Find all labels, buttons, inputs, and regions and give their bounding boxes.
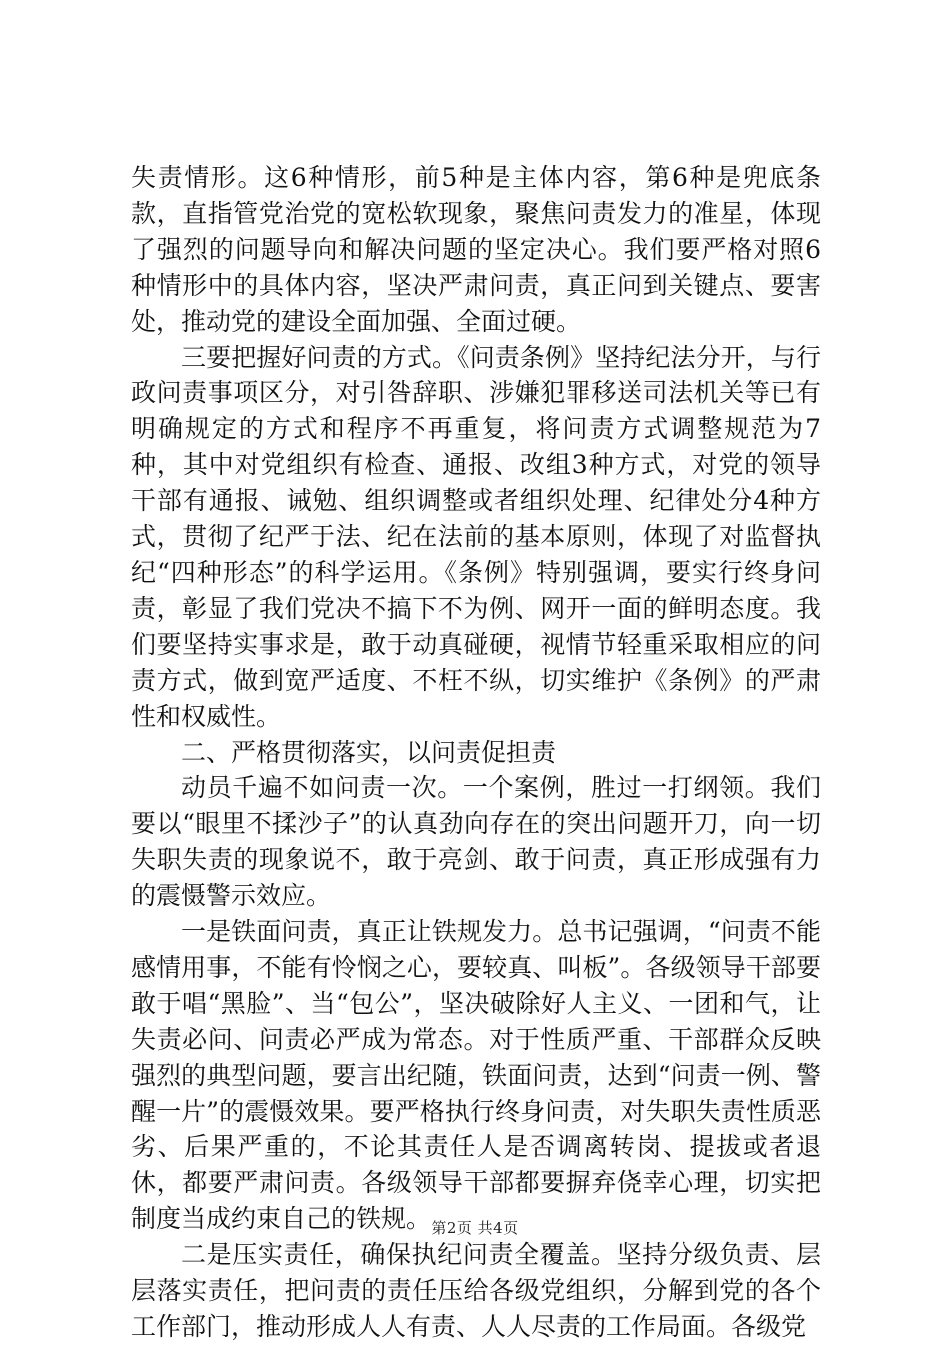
paragraph-1: 失责情形。这6种情形，前5种是主体内容，第6种是兜底条款，直指管党治党的宽松软现象，聚焦问责发力的准星，体现了强烈的问题导向和解决问题的坚定决心。我们要严格对照6种情形中的具体内容，坚决严肃问责，真正问到关键点、要害处，推动党的建设全面加强、全面过硬。 bbox=[131, 163, 821, 336]
paragraph-5: 二是压实责任，确保执纪问责全覆盖。坚持分级负责、层层落实责任，把问责的责任压给各级党组织，分解到党的各个工作部门，推动形成人人有责、人人尽责的工作局面。各级党 bbox=[131, 1240, 821, 1341]
page-number-footer: 第2页 共4页 bbox=[431, 1219, 519, 1237]
paragraph-4: 一是铁面问责，真正让铁规发力。总书记强调，“问责不能感情用事，不能有怜悯之心，要较真、叫板”。各级领导干部要敢于唱“黑脸”、当“包公”，坚决破除好人主义、一团和气，让失责必问、问责必严成为常态。对于性质严重、干部群众反映强烈的典型问题，要言出纪随，铁面问责，达到“问责一例、警醒一片”的震慑效果。要严格执行终身问责，对失职失责性质恶劣、后果严重的，不论其责任人是否调离转岗、提拔或者退休，都要严肃问责。各级领导干部都要摒弃侥幸心理，切实把制度当成约束自己的铁规。 bbox=[131, 917, 821, 1234]
document-body bbox=[131, 160, 821, 1345]
section-heading: 二、严格贯彻落实，以问责促担责 bbox=[181, 737, 557, 767]
paragraph-2: 三要把握好问责的方式。《问责条例》坚持纪法分开，与行政问责事项区分，对引咎辞职、涉嫌犯罪移送司法机关等已有明确规定的方式和程序不再重复，将问责方式调整规范为7种，其中对党组织有检查、通报、改组3种方式，对党的领导干部有通报、诫勉、组织调整或者组织处理、纪律处分4种方式，贯彻了纪严于法、纪在法前的基本原则，体现了对监督执纪“四种形态”的科学运用。《条例》特别强调，要实行终身问责，彰显了我们党决不搞下不为例、网开一面的鲜明态度。我们要坚持实事求是，敢于动真碰硬，视情节轻重采取相应的问责方式，做到宽严适度、不枉不纵，切实维护《条例》的严肃性和权威性。 bbox=[131, 342, 821, 731]
paragraph-3: 动员千遍不如问责一次。一个案例，胜过一打纲领。我们要以“眼里不揉沙子”的认真劲向存在的突出问题开刀，向一切失职失责的现象说不，敢于亮剑、敢于问责，真正形成强有力的震慑警示效应。 bbox=[131, 773, 821, 911]
